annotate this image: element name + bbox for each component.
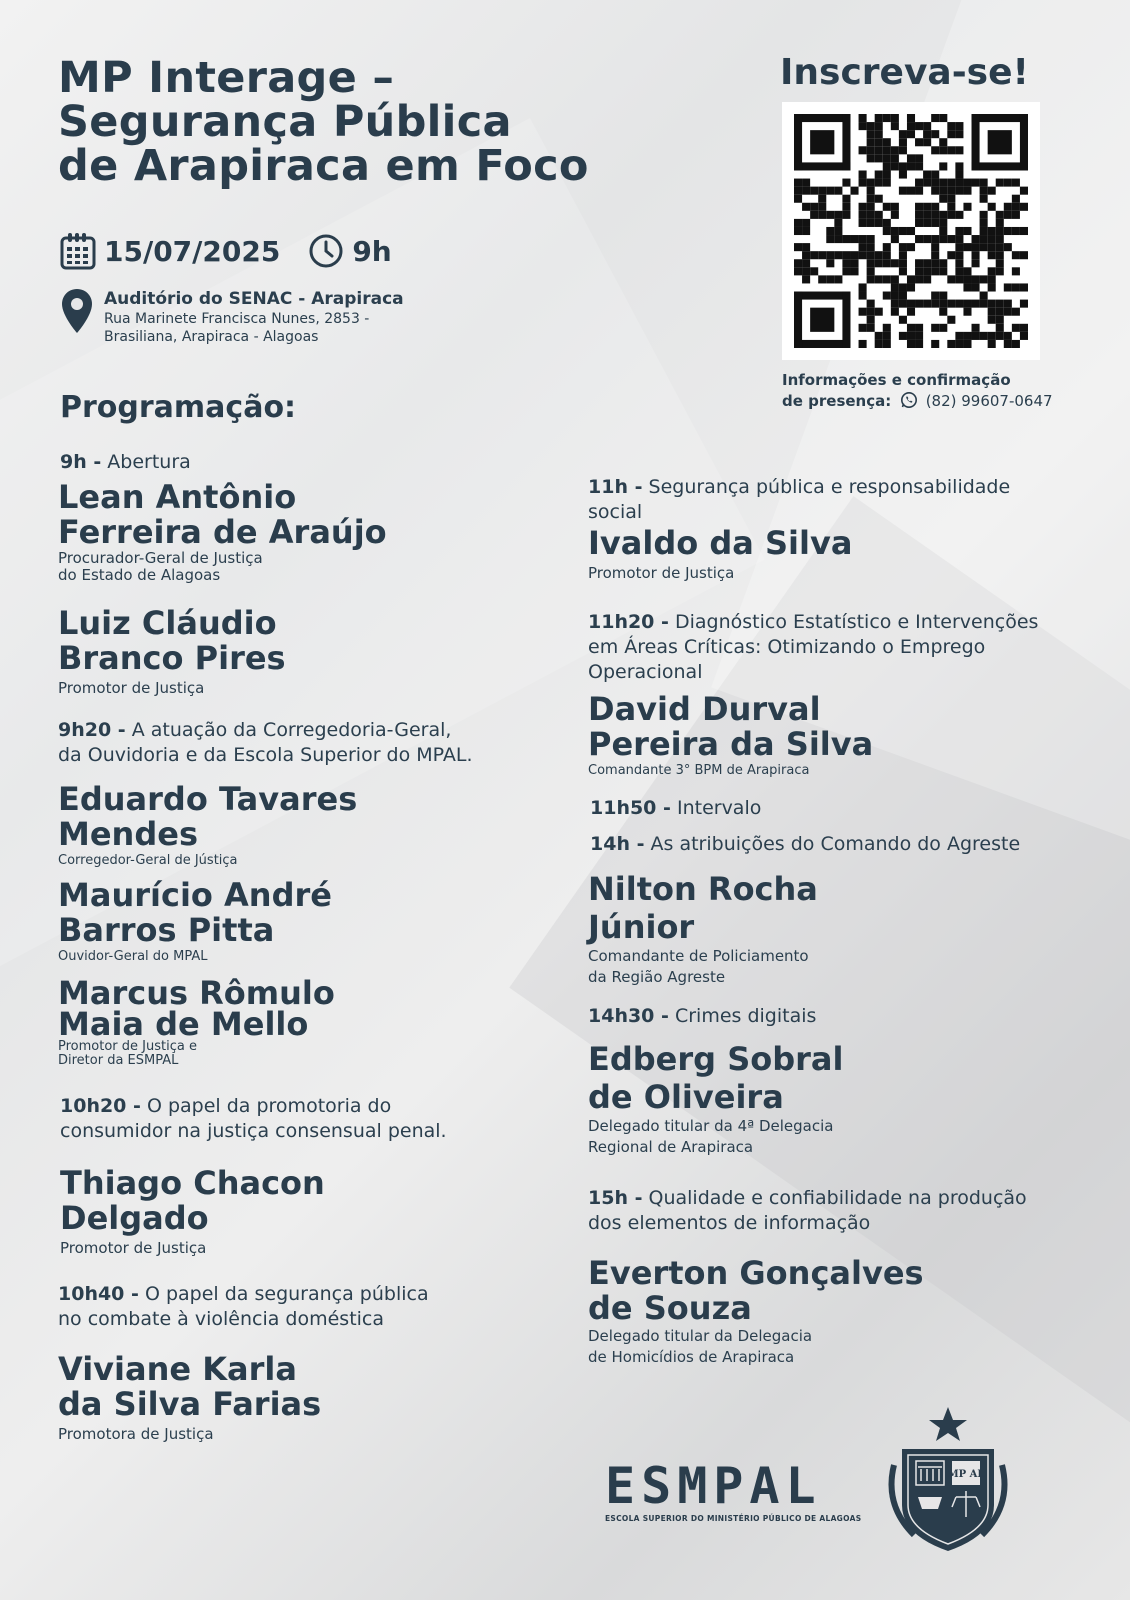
register-heading: Inscreva-se! (780, 52, 1029, 93)
speaker-role: Delegado titular da 4ª Delegacia (588, 1117, 834, 1135)
slot-title: Abertura (107, 451, 191, 473)
speaker-name: Edberg Sobral (588, 1040, 844, 1078)
speaker-name: Júnior (588, 908, 695, 946)
slot-title: Intervalo (676, 797, 762, 819)
slot-title: As atribuições do Comando do Agreste (650, 833, 1021, 855)
speaker-name: Eduardo Tavares (58, 780, 358, 818)
speaker (58, 974, 335, 1068)
slot-title: dos elementos de informação (588, 1212, 871, 1234)
schedule-slot (590, 796, 761, 821)
schedule-slot (58, 1282, 429, 1332)
speaker (58, 1352, 321, 1443)
speaker-name: Maia de Mello (58, 1005, 309, 1043)
speaker (58, 480, 387, 584)
speaker-name: Ferreira de Araújo (58, 513, 387, 551)
slot-title: em Áreas Críticas: Otimizando o Emprego (588, 636, 986, 658)
slot-title: Crimes digitais (674, 1005, 817, 1027)
slot-time: 14h30 - (588, 1005, 669, 1027)
date-time-row (60, 232, 392, 270)
phone-number[interactable]: (82) 99607-0647 (925, 392, 1053, 410)
venue-address: Brasiliana, Arapiraca - Alagoas (104, 329, 319, 345)
contact-info (782, 370, 1053, 412)
speaker-role: Comandante de Policiamento (588, 947, 809, 965)
speaker-name: Viviane Karla (58, 1350, 297, 1388)
slot-title: social (588, 501, 643, 523)
title-line: Segurança Pública (58, 97, 512, 147)
speaker-name: Everton Gonçalves (588, 1254, 924, 1292)
slot-title: Diagnóstico Estatístico e Intervenções (674, 611, 1039, 633)
whatsapp-icon (900, 391, 918, 409)
slot-time: 11h50 - (590, 797, 671, 819)
slot-time: 11h20 - (588, 611, 669, 633)
event-time: 9h (352, 234, 392, 268)
speaker-name: Delgado (60, 1199, 209, 1237)
speaker-name: Ivaldo da Silva (588, 524, 853, 562)
speaker-name: Thiago Chacon (60, 1164, 325, 1202)
speaker-name: Pereira da Silva (588, 725, 874, 763)
info-text: de presença: (782, 392, 892, 410)
registration-qr-code[interactable] (782, 102, 1040, 360)
speaker (58, 606, 286, 697)
slot-time: 11h - (588, 476, 643, 498)
speaker-role: Procurador-Geral de Justiça (58, 549, 263, 567)
mpal-seal (874, 1405, 1022, 1559)
slot-time: 10h40 - (58, 1283, 139, 1305)
qr-code-icon (794, 114, 1028, 348)
speaker-name: David Durval (588, 690, 821, 728)
clock-icon (308, 233, 344, 269)
speaker-role: do Estado de Alagoas (58, 566, 221, 584)
title-line: de Arapiraca em Foco (58, 141, 589, 191)
speaker-role: Promotor de Justiça e (58, 1039, 197, 1054)
speaker-name: de Oliveira (588, 1078, 784, 1116)
slot-title: O papel da promotoria do (146, 1095, 392, 1117)
venue-block (60, 288, 404, 346)
event-title (58, 53, 589, 191)
slot-title: O papel da segurança pública (144, 1283, 429, 1305)
seal-text: MP AL (947, 1469, 985, 1480)
schedule-slot (588, 1186, 1027, 1236)
slot-time: 9h20 - (58, 719, 126, 741)
speaker-role: da Região Agreste (588, 968, 726, 986)
speaker-name: da Silva Farias (58, 1385, 322, 1423)
schedule-slot (590, 832, 1020, 857)
slot-time: 15h - (588, 1187, 643, 1209)
speaker-role: de Homicídios de Arapiraca (588, 1348, 795, 1366)
logo-subtitle: ESCOLA SUPERIOR DO MINISTÉRIO PÚBLICO DE ALAGOAS (605, 1514, 862, 1523)
speaker (588, 692, 873, 779)
speaker-name: Mendes (58, 815, 198, 853)
speaker-role: Promotor de Justiça (588, 564, 735, 582)
schedule-slot (60, 450, 191, 475)
schedule-slot (588, 610, 1038, 685)
speaker-name: Marcus Rômulo (58, 974, 335, 1012)
speaker-name: Lean Antônio (58, 478, 297, 516)
speaker-role: Promotor de Justiça (58, 679, 205, 697)
speaker-name: Branco Pires (58, 639, 286, 677)
schedule-slot (588, 475, 1010, 525)
speaker (588, 1040, 843, 1158)
speaker (58, 878, 332, 965)
speaker-role: Promotor de Justiça (60, 1239, 207, 1257)
title-line: MP Interage – (58, 53, 395, 103)
speaker (588, 870, 818, 988)
slot-title: A atuação da Corregedoria-Geral, (131, 719, 452, 741)
slot-title: no combate à violência doméstica (58, 1308, 385, 1330)
speaker-role: Regional de Arapiraca (588, 1138, 754, 1156)
info-text: Informações e confirmação (782, 371, 1011, 389)
location-pin-icon (60, 288, 94, 334)
event-date: 15/07/2025 (104, 234, 281, 268)
speaker (58, 782, 357, 869)
slot-title: Qualidade e confiabilidade na produção (648, 1187, 1027, 1209)
speaker-role: Ouvidor-Geral do MPAL (58, 949, 208, 964)
schedule-slot (588, 1004, 816, 1029)
slot-title: Operacional (588, 661, 703, 683)
slot-time: 14h - (590, 833, 645, 855)
venue-address: Rua Marinete Francisca Nunes, 2853 - (104, 311, 370, 327)
seal-icon (874, 1405, 1022, 1555)
speaker-name: Luiz Cláudio (58, 604, 277, 642)
calendar-icon (60, 232, 96, 270)
venue-name: Auditório do SENAC - Arapiraca (104, 289, 404, 309)
speaker-name: Nilton Rocha (588, 870, 818, 908)
speaker-role: Corregedor-Geral de Jústiça (58, 853, 238, 868)
speaker-role: Delegado titular da Delegacia (588, 1327, 813, 1345)
speaker-role: Comandante 3° BPM de Arapiraca (588, 763, 810, 778)
slot-time: 9h - (60, 451, 102, 473)
program-heading: Programação: (60, 390, 297, 425)
speaker-name: Barros Pitta (58, 911, 275, 949)
slot-title: Segurança pública e responsabilidade (648, 476, 1011, 498)
logo-wordmark: ESMPAL (605, 1457, 822, 1515)
slot-title: consumidor na justiça consensual penal. (60, 1120, 447, 1142)
speaker (60, 1166, 325, 1257)
slot-time: 10h20 - (60, 1095, 141, 1117)
speaker (588, 1256, 924, 1368)
esmpal-logo (605, 1457, 862, 1523)
slot-title: da Ouvidoria e da Escola Superior do MPAL. (58, 744, 473, 766)
speaker (588, 526, 852, 582)
speaker-name: de Souza (588, 1289, 752, 1327)
schedule-slot (60, 1094, 447, 1144)
speaker-role: Diretor da ESMPAL (58, 1053, 179, 1068)
speaker-role: Promotora de Justiça (58, 1425, 214, 1443)
schedule-slot (58, 718, 473, 768)
speaker-name: Maurício André (58, 876, 332, 914)
